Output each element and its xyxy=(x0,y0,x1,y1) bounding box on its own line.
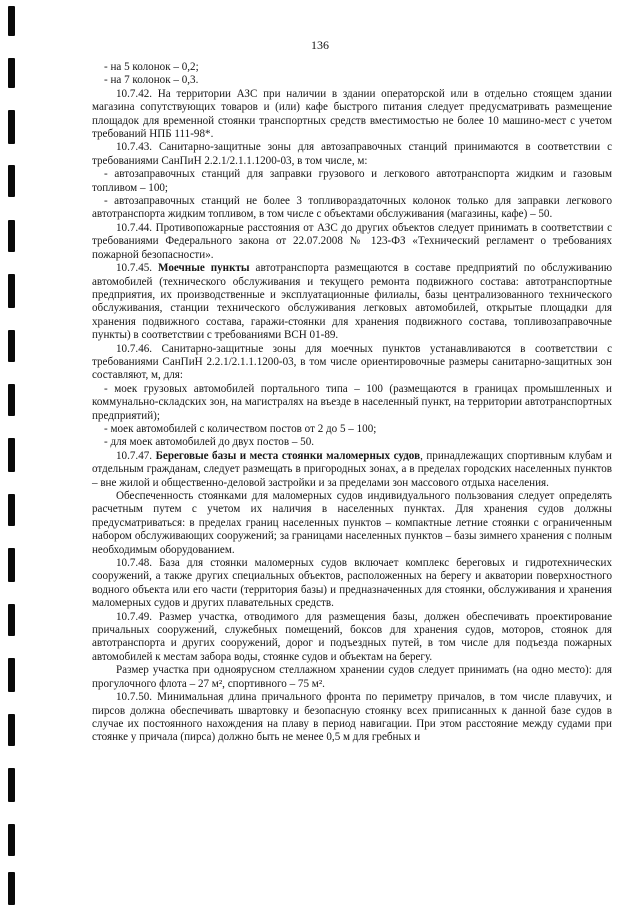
binding-mark xyxy=(8,768,15,802)
clause-text: автотранспорта размещаются в составе предприятий по обслуживанию автомобилей (технического обслуживания и текущего ремонта подвижного состава: автотранспортные предприятия, их производственные и эксплуатационные филиалы, базы централизованного технического обслуживания, станции технического обслуживания легковых автомобилей, открытые площадки для хранения подвижного состава, гаражи-стоянки для хранения подвижного состава, топливозаправочные пункты) в соответствии с требованиями ВСН 01-89. xyxy=(92,262,613,342)
binding-mark xyxy=(8,6,15,36)
binding-mark xyxy=(8,220,15,252)
binding-mark xyxy=(8,872,15,905)
paragraph-10-7-44: 10.7.44. Противопожарные расстояния от АЗС до других объектов следует принимать в соответствии с требованиями Федерального закона от 22.07.2008 № 123-ФЗ «Технический регламент о требованиях пожарной безопасности». xyxy=(92,221,612,261)
clause-text: , принадлежащих спортивным клубам и отдельным гражданам, следует размещать в пригородных зонах, а в пределах городских населенных пунктов – вне жилой и общественно-деловой застройки и за пределами зон массового отдыха населения. xyxy=(92,449,612,489)
paragraph-10-7-43: 10.7.43. Санитарно-защитные зоны для автозаправочных станций принимаются в соответствии с требованиями СанПиН 2.2.1/2.1.1.1200-03, в том числе, м: xyxy=(92,141,612,167)
page-number: 136 xyxy=(311,38,329,52)
binding-mark xyxy=(8,548,15,582)
binding-mark xyxy=(8,494,15,526)
list-item: - моек автомобилей с количеством постов от 2 до 5 – 100; xyxy=(104,422,377,435)
binding-mark xyxy=(8,110,15,144)
paragraph-10-7-47 xyxy=(92,450,612,490)
paragraph-10-7-48: 10.7.48. База для стоянки маломерных судов включает комплекс береговых и гидротехнических сооружений, а также других специальных объектов, расположенных на берегу и акватории поверхностного водного объекта или его части (территория базы) и предназначенных для стоянки, обслуживания и хранения маломерных судов и других плавательных средств. xyxy=(92,557,612,610)
list-item: - моек грузовых автомобилей портального типа – 100 (размещаются в границах промышленных и коммунально-складских зон, на магистралях на въезде в населенный пункт, на территории автотранспортных предприятий); xyxy=(92,382,612,422)
binding-mark xyxy=(8,165,15,197)
paragraph-plot-size: Размер участка при одноярусном стеллажном хранении судов следует принимать (на одно место): для прогулочного флота – 27 м², спортивного – 75 м². xyxy=(92,664,612,690)
paragraph-10-7-42: 10.7.42. На территории АЗС при наличии в здании операторской или в отдельно стоящем здании магазина сопутствующих товаров и (или) кафе быстрого питания следует предусматривать размещение площадок для временной стоянки транспортных средств вместимостью не более 10 машино-мест с учетом требований НПБ 111-98*. xyxy=(92,87,612,141)
list-item: - автозаправочных станций не более 3 топливораздаточных колонок только для заправки легкового автотранспорта жидким топливом, в том числе с объектами обслуживания (магазины, кафе) – 50. xyxy=(92,195,612,221)
list-item: - автозаправочных станций для заправки грузового и легкового автотранспорта жидким и газовым топливом – 100; xyxy=(92,168,612,194)
clause-number: 10.7.45. xyxy=(116,262,153,275)
list-item: - для моек автомобилей до двух постов – 50. xyxy=(104,436,315,449)
paragraph-10-7-46: 10.7.46. Санитарно-защитные зоны для моечных пунктов устанавливаются в соответствии с требованиями СанПиН 2.2.1/2.1.1.1200-03, в том числе ориентировочные размеры санитарно-защитных зон составляют, м, для: xyxy=(92,342,612,382)
document-body xyxy=(92,61,612,745)
binding-mark xyxy=(8,58,15,88)
binding-mark xyxy=(8,604,15,636)
clause-term: Береговые базы и места стоянки маломерных судов xyxy=(155,449,421,462)
binding-edge xyxy=(0,0,30,905)
clause-term: Моечные пункты xyxy=(158,262,250,275)
paragraph-storage: Обеспеченность стоянками для маломерных судов индивидуального пользования следует определять расчетным путем с учетом их наличия в населенных пунктах. Для хранения судов должны предусматриваться: в пределах границ населенных пунктов – компактные летние стоянки с ограниченным набором обслуживающих сооружений; за границами населенных пунктов – базы зимнего хранения с полным необходимым оборудованием. xyxy=(92,490,612,556)
paragraph-10-7-49: 10.7.49. Размер участка, отводимого для размещения базы, должен обеспечивать проектирование причальных сооружений, служебных помещений, боксов для хранения судов, моторов, стоянок для автотранспорта и других сооружений, дорог и подъездных путей, в том числе для подъезда пожарных автомобилей к местам забора воды, стоянке судов и объектам на берегу. xyxy=(92,610,612,663)
binding-mark xyxy=(8,658,15,692)
binding-mark xyxy=(8,384,15,416)
paragraph-10-7-45 xyxy=(92,262,612,342)
clause-number: 10.7.47. xyxy=(116,449,153,462)
binding-mark xyxy=(8,274,15,308)
paragraph-10-7-50: 10.7.50. Минимальная длина причального фронта по периметру причалов, в том числе плавучих, и пирсов должна обеспечивать швартовку и безопасную стоянку всех приписанных к данной базе судов в случае их постоянного нахождения на плаву в период навигации. При этом расстояние между судами при стоянке у причала (пирса) должно быть не менее 0,5 м для гребных и xyxy=(92,691,612,744)
list-item: - на 5 колонок – 0,2; xyxy=(104,61,199,73)
binding-mark xyxy=(8,330,15,362)
binding-mark xyxy=(8,714,15,746)
list-item: - на 7 колонок – 0,3. xyxy=(104,74,199,87)
binding-mark xyxy=(8,438,15,472)
binding-mark xyxy=(8,824,15,856)
